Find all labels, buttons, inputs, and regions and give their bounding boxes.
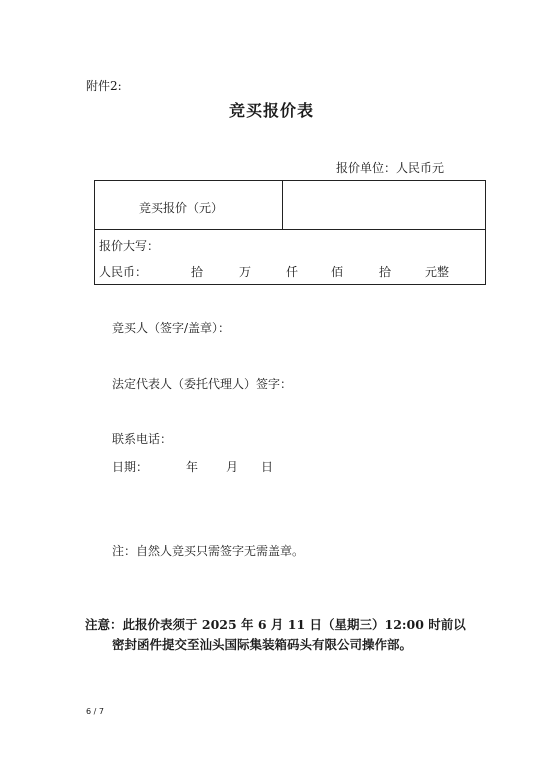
date-day-label: 日 xyxy=(261,460,274,474)
quote-table xyxy=(94,180,486,285)
legal-rep-signature-label: 法定代表人（委托代理人）签字： xyxy=(112,377,293,391)
digit-unit-shi-wan: 拾 xyxy=(191,265,204,279)
natural-person-note: 注：自然人竞买只需签字无需盖章。 xyxy=(112,544,305,558)
date-month-label: 月 xyxy=(226,460,239,474)
rmb-label: 人民币： xyxy=(99,265,148,279)
digit-unit-qian: 仟 xyxy=(286,265,299,279)
currency-unit: 报价单位：人民币元 xyxy=(336,161,445,175)
attachment-label: 附件2: xyxy=(86,79,122,93)
digit-unit-wan: 万 xyxy=(239,265,252,279)
bid-row xyxy=(95,181,485,230)
page-number: 6 / 7 xyxy=(86,707,104,716)
uppercase-amount-label: 报价大写： xyxy=(99,239,160,253)
attention-line1 xyxy=(85,615,466,635)
attention-text-1: 此报价表须于 2025 年 6 月 11 日（星期三）12:00 时前以 xyxy=(122,617,466,632)
bid-amount-label: 竞买报价（元） xyxy=(139,201,224,215)
digit-unit-shi: 拾 xyxy=(379,265,392,279)
date-year-label: 年 xyxy=(186,460,199,474)
attention-lead: 注意： xyxy=(85,617,123,632)
table-divider xyxy=(282,181,283,230)
digit-unit-bai: 佰 xyxy=(331,265,344,279)
bidder-signature-label: 竞买人（签字/盖章）： xyxy=(112,321,231,335)
phone-label: 联系电话： xyxy=(112,432,173,446)
page-title: 竞买报价表 xyxy=(228,101,314,120)
date-label: 日期： xyxy=(112,460,149,474)
attention-line2: 密封函件提交至汕头国际集装箱码头有限公司操作部。 xyxy=(112,637,413,652)
digit-unit-yuan: 元整 xyxy=(425,265,450,279)
rmb-amount-row xyxy=(99,263,483,279)
